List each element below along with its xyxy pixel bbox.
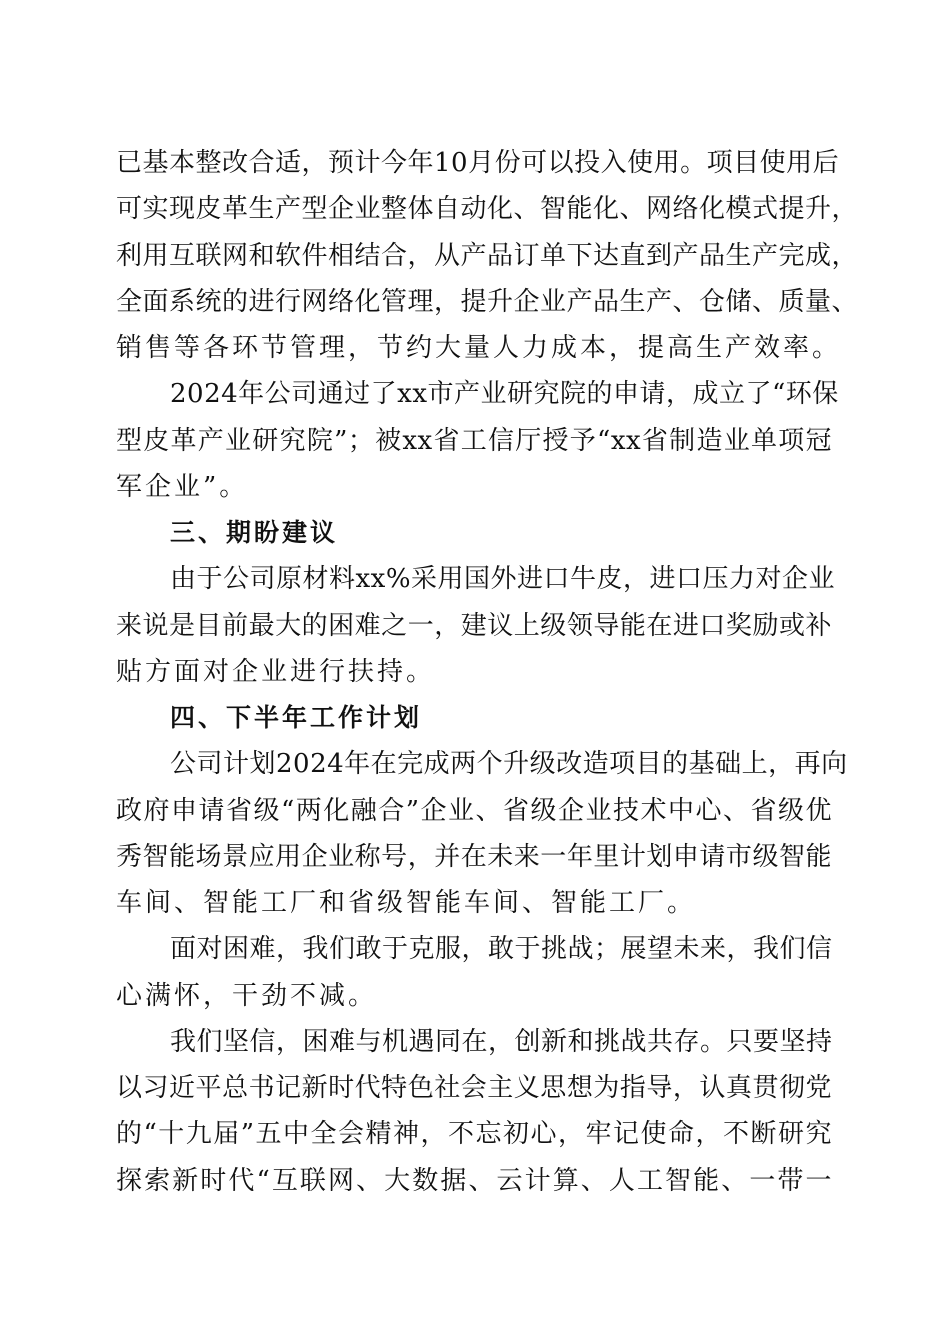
text-line: 销售等各环节管理，节约大量人力成本，提高生产效率。 xyxy=(116,333,842,363)
section-heading-suggestions: 三、期盼建议 xyxy=(170,518,339,547)
paragraph-research-institute xyxy=(116,371,839,510)
text-line: 由于公司原材料xx%采用国外进口牛皮，进口压力对企业 xyxy=(170,564,836,595)
text-line: 2024年公司通过了xx市产业研究院的申请，成立了“环保 xyxy=(170,379,839,410)
document-body xyxy=(116,140,859,1204)
text-line: 军企业”。 xyxy=(116,471,249,502)
text-line: 心满怀，干劲不减。 xyxy=(116,980,378,1011)
text-line: 面对困难，我们敢于克服，敢于挑战；展望未来，我们信 xyxy=(170,934,833,965)
paragraph-we-believe xyxy=(116,1019,832,1204)
text-line: 秀智能场景应用企业称号，并在未来一年里计划申请市级智能 xyxy=(116,841,832,872)
section-heading-work-plan: 四、下半年工作计划 xyxy=(170,703,423,732)
text-line: 全面系统的进行网络化管理，提升企业产品生产、仓储、质量、 xyxy=(116,286,859,317)
paragraph-facing-difficulty xyxy=(116,926,832,1019)
text-line: 利用互联网和软件相结合，从产品订单下达直到产品生产完成， xyxy=(116,240,859,271)
text-line: 政府申请省级“两化融合”企业、省级企业技术中心、省级优 xyxy=(116,795,832,826)
paragraph-import-difficulty xyxy=(116,556,836,695)
text-line: 车间、智能工厂和省级智能车间、智能工厂。 xyxy=(116,888,697,918)
text-line: 来说是目前最大的困难之一，建议上级领导能在进口奖励或补 xyxy=(116,610,832,641)
text-line: 已基本整改合适，预计今年10月份可以投入使用。项目使用后 xyxy=(116,148,840,178)
text-line: 我们坚信，困难与机遇同在，创新和挑战共存。只要坚持 xyxy=(170,1026,833,1057)
text-line: 的“十九届”五中全会精神，不忘初心，牢记使命，不断研究 xyxy=(116,1119,832,1150)
text-line: 贴方面对企业进行扶持。 xyxy=(116,656,436,687)
text-line: 以习近平总书记新时代特色社会主义思想为指导，认真贯彻党 xyxy=(116,1073,832,1103)
text-line: 公司计划2024年在完成两个升级改造项目的基础上，再向 xyxy=(170,749,848,780)
paragraph-project-usage xyxy=(116,140,859,371)
text-line: 型皮革产业研究院”；被xx省工信厅授予“xx省制造业单项冠 xyxy=(116,425,832,456)
text-line: 可实现皮革生产型企业整体自动化、智能化、网络化模式提升， xyxy=(116,194,859,225)
paragraph-company-plan xyxy=(116,741,848,926)
text-line: 探索新时代“互联网、大数据、云计算、人工智能、一带一 xyxy=(116,1165,832,1196)
